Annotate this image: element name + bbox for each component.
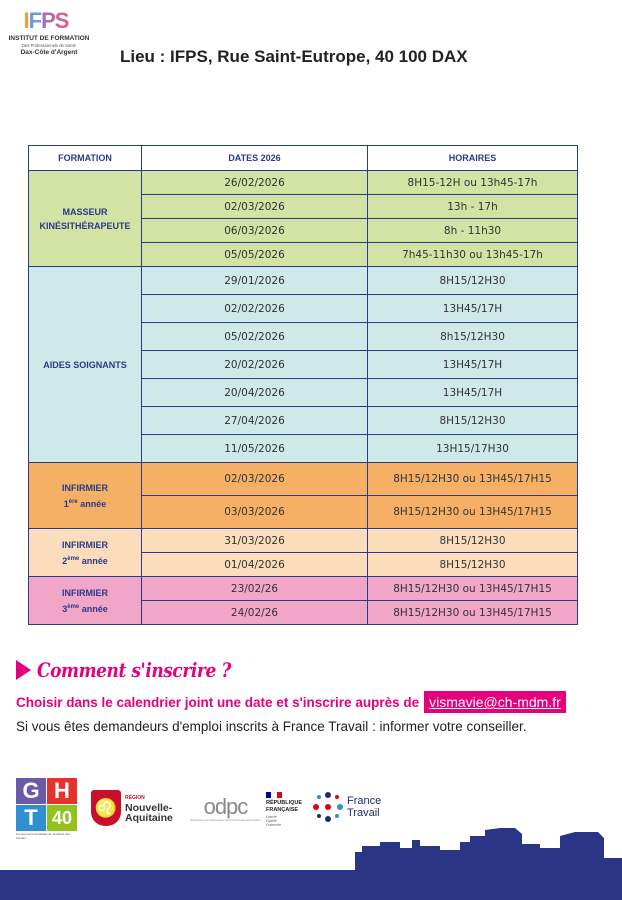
table-header-row bbox=[29, 146, 578, 171]
french-flag-icon bbox=[266, 792, 282, 798]
hours-cell: 8H15/12H30 ou 13H45/17H15 bbox=[368, 577, 578, 601]
date-cell: 20/02/2026 bbox=[142, 351, 368, 379]
date-cell: 27/04/2026 bbox=[142, 407, 368, 435]
republique-francaise-logo: RÉPUBLIQUE FRANÇAISE Liberté Égalité Fraternité bbox=[266, 792, 308, 827]
hours-cell: 8H15/12H30 ou 13H45/17H15 bbox=[368, 496, 578, 529]
schedule-table bbox=[28, 145, 578, 625]
date-cell: 06/03/2026 bbox=[142, 219, 368, 243]
france-travail-logo: France Travail bbox=[313, 792, 381, 822]
date-cell: 24/02/26 bbox=[142, 601, 368, 625]
header-formation: FORMATION bbox=[29, 146, 142, 171]
play-arrow-icon bbox=[16, 660, 31, 680]
date-cell: 02/03/2026 bbox=[142, 463, 368, 496]
group-masseur bbox=[29, 171, 578, 267]
group-aides-soignants bbox=[29, 267, 578, 463]
ifps-logo-mark: IFPS bbox=[23, 8, 69, 33]
date-cell: 05/05/2026 bbox=[142, 243, 368, 267]
hours-cell: 13H45/17H bbox=[368, 295, 578, 323]
inscription-instructions: Choisir dans le calendrier joint une date et s'inscrire auprès de vismavie@ch-mdm.fr bbox=[16, 691, 616, 713]
ifps-logo bbox=[4, 10, 94, 72]
date-cell: 26/02/2026 bbox=[142, 171, 368, 195]
france-travail-note: Si vous êtes demandeurs d'emploi inscrits à France Travail : informer votre conseiller. bbox=[16, 719, 527, 734]
table-row bbox=[29, 171, 578, 195]
date-cell: 02/02/2026 bbox=[142, 295, 368, 323]
location-heading: Lieu : IFPS, Rue Saint-Eutrope, 40 100 DAX bbox=[120, 47, 468, 66]
hours-cell: 8h - 11h30 bbox=[368, 219, 578, 243]
logo-line2: Des Professionnels de Santé bbox=[21, 43, 76, 48]
table-row bbox=[29, 267, 578, 295]
table-row bbox=[29, 529, 578, 553]
header-dates: DATES 2026 bbox=[142, 146, 368, 171]
ght40-logo: G H T 40 Groupement Hospitalier de Territoire des Landes bbox=[16, 778, 78, 834]
date-cell: 02/03/2026 bbox=[142, 195, 368, 219]
hours-cell: 8H15-12H ou 13h45-17h bbox=[368, 171, 578, 195]
hours-cell: 8H15/12H30 bbox=[368, 553, 578, 577]
contact-email-link[interactable]: vismavie@ch-mdm.fr bbox=[424, 691, 566, 713]
hours-cell: 8H15/12H30 bbox=[368, 529, 578, 553]
logo-line3: Dax-Côte d'Argent bbox=[20, 49, 78, 56]
lion-icon: ♌ bbox=[91, 790, 121, 826]
hours-cell: 8H15/12H30 ou 13H45/17H15 bbox=[368, 601, 578, 625]
date-cell: 29/01/2026 bbox=[142, 267, 368, 295]
group-infirmier-1 bbox=[29, 463, 578, 529]
hours-cell: 8H15/12H30 ou 13H45/17H15 bbox=[368, 463, 578, 496]
hours-cell: 8H15/12H30 bbox=[368, 267, 578, 295]
hours-cell: 13H45/17H bbox=[368, 351, 578, 379]
inscription-section bbox=[16, 655, 616, 734]
date-cell: 05/02/2026 bbox=[142, 323, 368, 351]
table-row bbox=[29, 577, 578, 601]
date-cell: 11/05/2026 bbox=[142, 435, 368, 463]
date-cell: 20/04/2026 bbox=[142, 379, 368, 407]
nouvelle-aquitaine-logo: ♌ RÉGION Nouvelle- Aquitaine bbox=[91, 790, 173, 826]
date-cell: 03/03/2026 bbox=[142, 496, 368, 529]
odpc-logo: odpc Organisme de Développement Professionnel Continu bbox=[190, 794, 261, 822]
logo-line1: INSTITUT DE FORMATION bbox=[8, 35, 90, 42]
formation-infirmier-1: INFIRMIER 1ère année bbox=[29, 463, 142, 529]
hours-cell: 8h15/12H30 bbox=[368, 323, 578, 351]
formation-infirmier-3: INFIRMIER 3ème année bbox=[29, 577, 142, 625]
city-skyline-illustration bbox=[0, 818, 622, 900]
hours-cell: 7h45-11h30 ou 13h45-17h bbox=[368, 243, 578, 267]
formation-masseur: MASSEUR KINÉSITHÉRAPEUTE bbox=[29, 171, 142, 267]
formation-aides-soignants: AIDES SOIGNANTS bbox=[29, 267, 142, 463]
header-horaires: HORAIRES bbox=[368, 146, 578, 171]
hours-cell: 13h - 17h bbox=[368, 195, 578, 219]
group-infirmier-2 bbox=[29, 529, 578, 577]
group-infirmier-3 bbox=[29, 577, 578, 625]
date-cell: 01/04/2026 bbox=[142, 553, 368, 577]
date-cell: 23/02/26 bbox=[142, 577, 368, 601]
hours-cell: 13H15/17H30 bbox=[368, 435, 578, 463]
hours-cell: 8H15/12H30 bbox=[368, 407, 578, 435]
formation-infirmier-2: INFIRMIER 2ème année bbox=[29, 529, 142, 577]
date-cell: 31/03/2026 bbox=[142, 529, 368, 553]
table-row bbox=[29, 463, 578, 496]
hours-cell: 13H45/17H bbox=[368, 379, 578, 407]
inscription-title: Comment s'inscrire ? bbox=[16, 655, 616, 685]
